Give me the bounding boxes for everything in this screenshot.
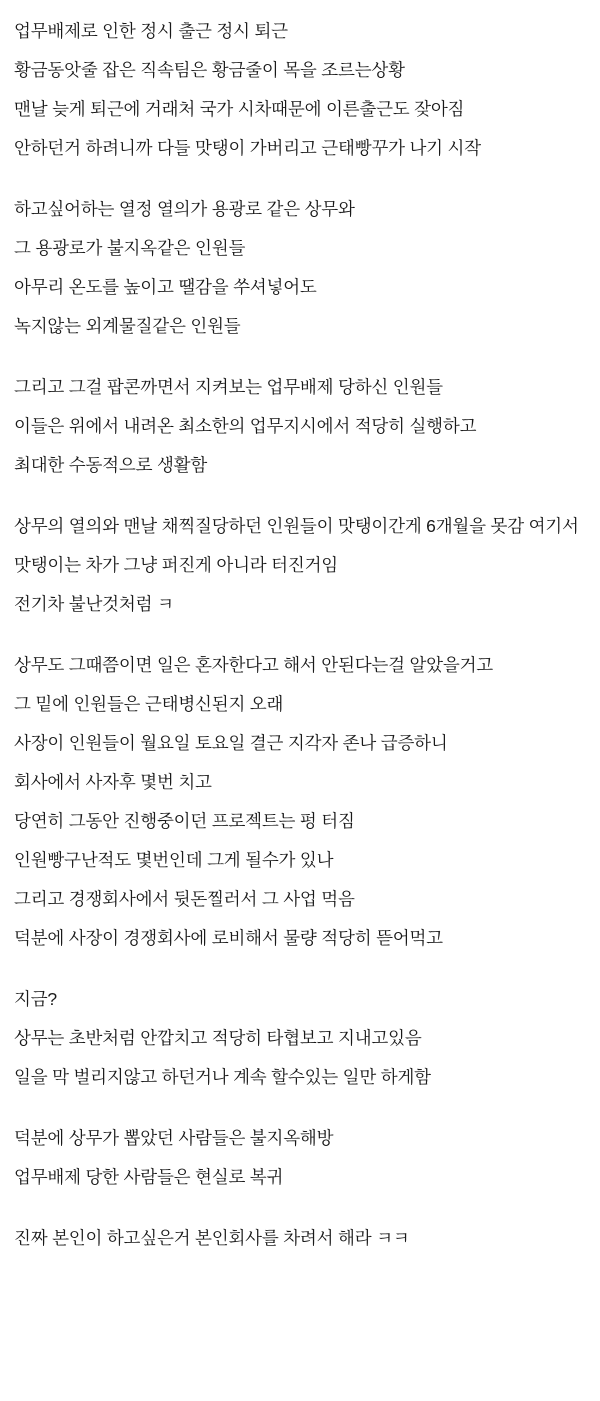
text-line: 황금동앗줄 잡은 직속팀은 황금줄이 목을 조르는상황 — [14, 60, 405, 80]
text-line: 최대한 수동적으로 생활함 — [14, 455, 208, 475]
text-block — [14, 507, 586, 624]
text-line: 진짜 본인이 하고싶은거 본인회사를 차려서 해라 ㅋㅋ — [14, 1228, 410, 1248]
text-line: 덕분에 사장이 경쟁회사에 로비해서 물량 적당히 뜯어먹고 — [14, 928, 443, 948]
text-block — [14, 1119, 586, 1197]
text-line: 회사에서 사자후 몇번 치고 — [14, 772, 212, 792]
text-line: 녹지않는 외계물질같은 인원들 — [14, 316, 241, 336]
text-line: 맨날 늦게 퇴근에 거래처 국가 시차때문에 이른출근도 잦아짐 — [14, 99, 465, 119]
text-block — [14, 190, 586, 346]
text-block — [14, 368, 586, 485]
text-line: 사장이 인원들이 월요일 토요일 결근 지각자 존나 급증하니 — [14, 733, 448, 753]
text-line: 상무는 초반처럼 안깝치고 적당히 타협보고 지내고있음 — [14, 1028, 422, 1048]
text-block — [14, 1219, 586, 1258]
text-line: 아무리 온도를 높이고 땔감을 쑤셔넣어도 — [14, 277, 317, 297]
text-line: 그 밑에 인원들은 근태병신된지 오래 — [14, 694, 284, 714]
text-block — [14, 12, 586, 168]
text-line: 덕분에 상무가 뽑았던 사람들은 불지옥해방 — [14, 1128, 334, 1148]
text-line: 일을 막 벌리지않고 하던거나 계속 할수있는 일만 하게함 — [14, 1067, 431, 1087]
text-line: 그 용광로가 불지옥같은 인원들 — [14, 238, 246, 258]
text-line: 인원빵구난적도 몇번인데 그게 될수가 있나 — [14, 850, 334, 870]
text-line: 지금? — [14, 989, 57, 1009]
text-block — [14, 980, 586, 1097]
text-line: 업무배제 당한 사람들은 현실로 복귀 — [14, 1167, 284, 1187]
text-line: 이들은 위에서 내려온 최소한의 업무지시에서 적당히 실행하고 — [14, 416, 477, 436]
text-line: 그리고 그걸 팝콘까면서 지켜보는 업무배제 당하신 인원들 — [14, 377, 443, 397]
text-line: 하고싶어하는 열정 열의가 용광로 같은 상무와 — [14, 199, 355, 219]
text-line: 상무도 그때쯤이면 일은 혼자한다고 해서 안된다는걸 알았을거고 — [14, 655, 494, 675]
text-line: 안하던거 하려니까 다들 맛탱이 가버리고 근태빵꾸가 나기 시작 — [14, 138, 481, 158]
text-line: 전기차 불난것처럼 ㅋ — [14, 594, 174, 614]
text-block — [14, 646, 586, 958]
text-line: 상무의 열의와 맨날 채찍질당하던 인원들이 맛탱이간게 6개월을 못감 여기서 맛탱이는 차가 그냥 퍼진게 아니라 터진거임 — [14, 516, 584, 575]
text-line: 그리고 경쟁회사에서 뒷돈찔러서 그 사업 먹음 — [14, 889, 355, 909]
text-line: 업무배제로 인한 정시 출근 정시 퇴근 — [14, 21, 288, 41]
text-line: 당연히 그동안 진행중이던 프로젝트는 펑 터짐 — [14, 811, 355, 831]
